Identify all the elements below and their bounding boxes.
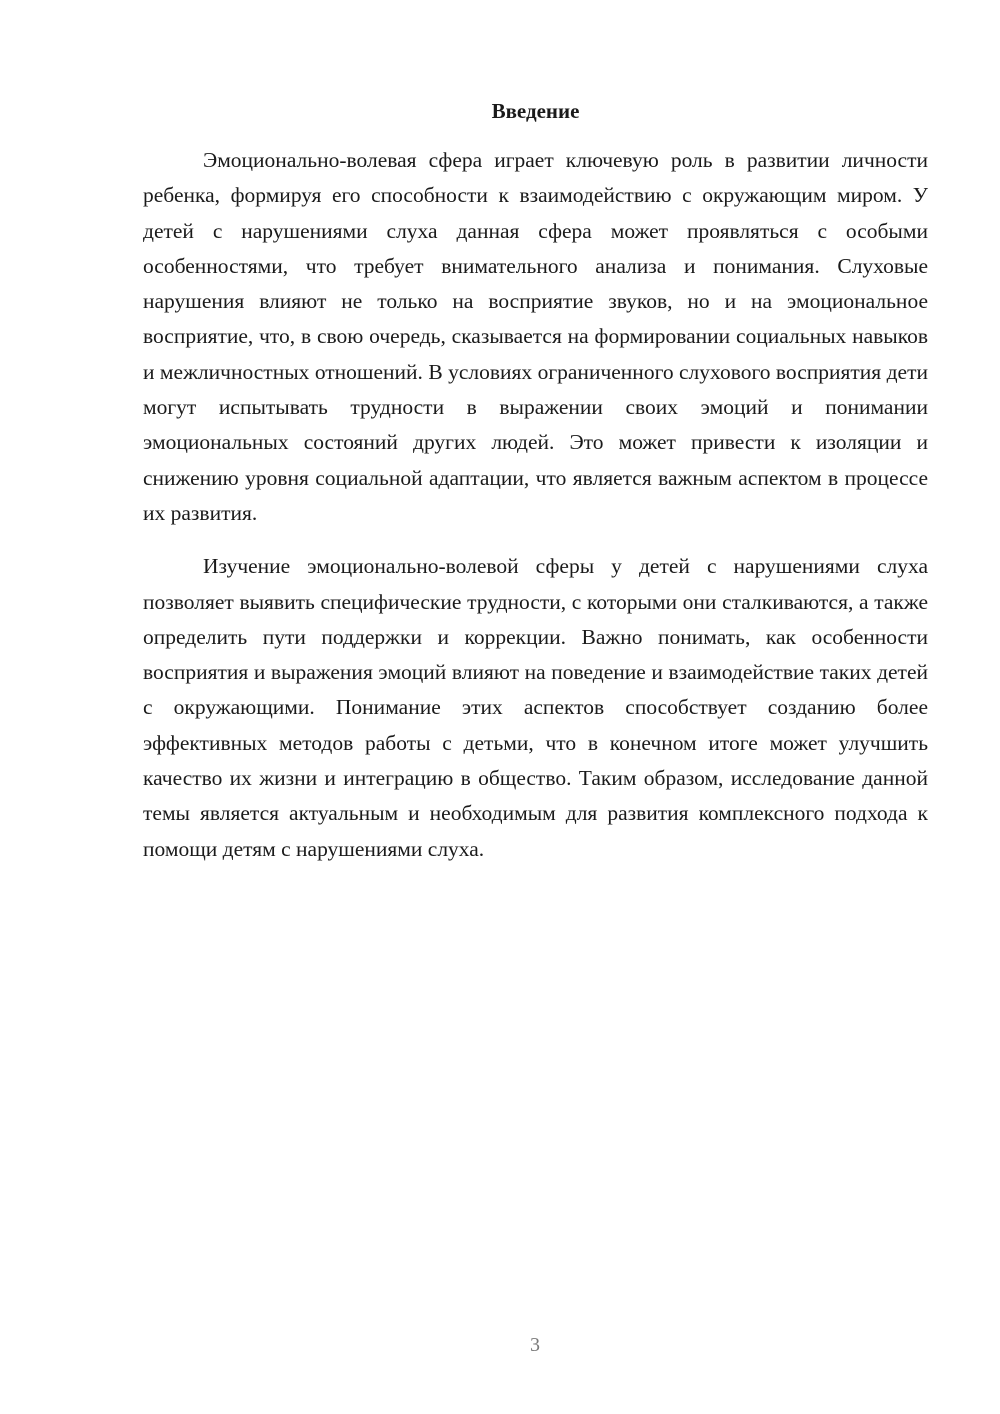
page-number: 3 xyxy=(530,1334,540,1356)
section-heading: Введение xyxy=(491,99,580,123)
paragraph-2: Изучение эмоционально-волевой сферы у детей с нарушениями слуха позволяет выявить специфические трудности, с которыми они сталкиваются, а также определить пути поддержки и коррекции. Важно понимать, как особенности восприятия и выражения эмоций влияют на поведение и взаимодействие таких детей с окружающими. Понимание этих аспектов способствует созданию более эффективных методов работы с детьми, что в конечном итоге может улучшить качество их жизни и интеграцию в общество. Таким образом, исследование данной темы является актуальным и необходимым для развития комплексного подхода к помощи детям с нарушениями слуха. xyxy=(143,554,928,861)
document-body xyxy=(143,93,928,867)
paragraph-1: Эмоционально-волевая сфера играет ключевую роль в развитии личности ребенка, формируя его способности к взаимодействию с окружающим миром. У детей с нарушениями слуха данная сфера может проявляться с особыми особенностями, что требует внимательного анализа и понимания. Слуховые нарушения влияют не только на восприятие звуков, но и на эмоциональное восприятие, что, в свою очередь, сказывается на формировании социальных навыков и межличностных отношений. В условиях ограниченного слухового восприятия дети могут испытывать трудности в выражении своих эмоций и понимании эмоциональных состояний других людей. Это может привести к изоляции и снижению уровня социальной адаптации, что является важным аспектом в процессе их развития. xyxy=(143,148,928,525)
